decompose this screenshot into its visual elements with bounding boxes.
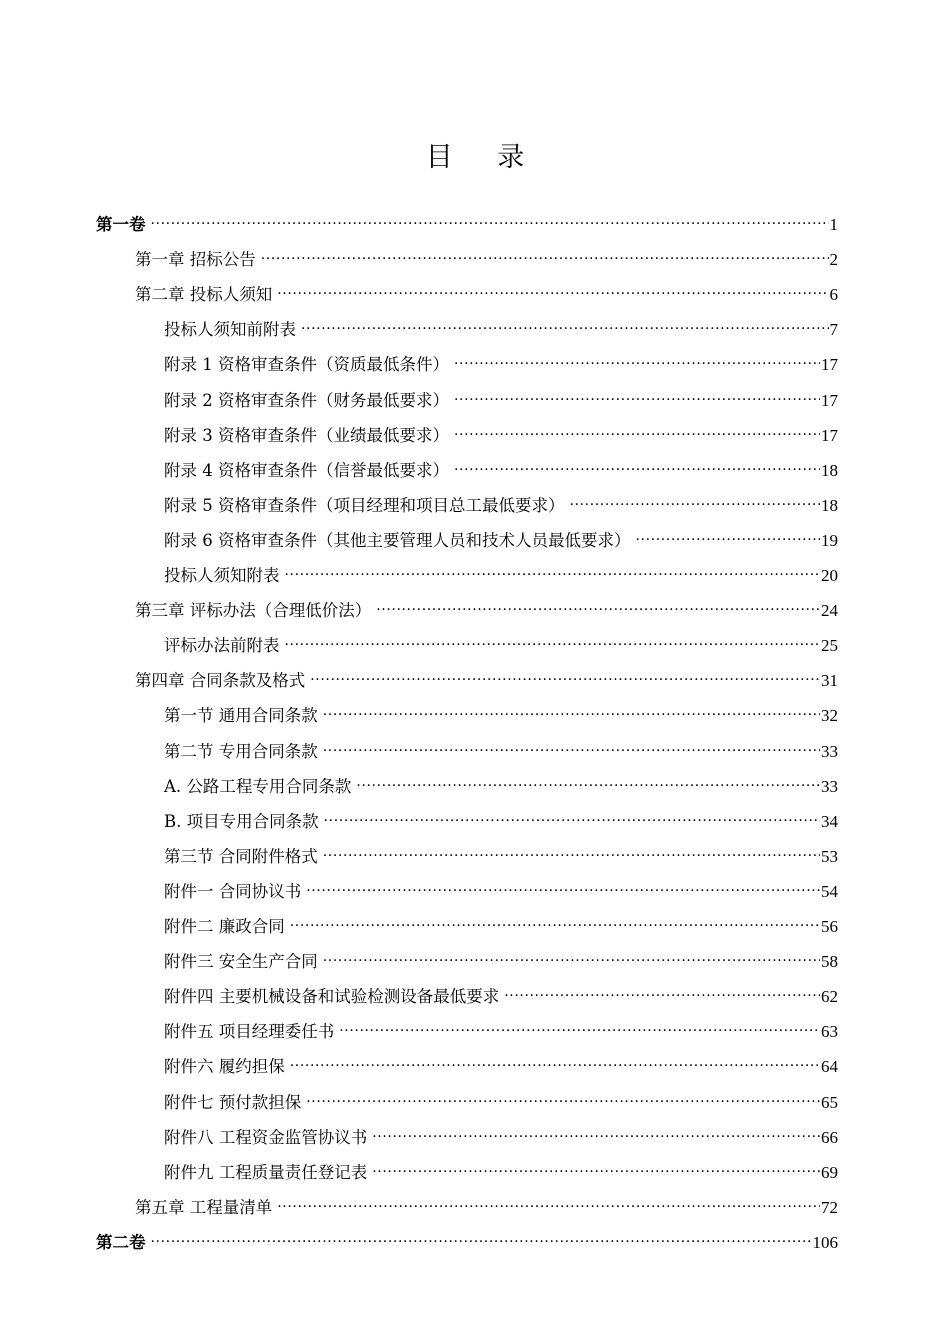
toc-entry-title: 第二节 专用合同条款 (164, 741, 318, 761)
dot-leader (285, 558, 821, 593)
toc-entry-page-number: 17 (821, 355, 838, 375)
dot-leader (372, 1120, 820, 1155)
toc-entry[interactable] (164, 769, 838, 804)
toc-entry-page-number: 69 (821, 1162, 838, 1182)
toc-entry[interactable] (164, 804, 838, 839)
toc-entry[interactable] (96, 207, 838, 242)
toc-entry[interactable] (164, 1014, 838, 1049)
dot-leader (306, 1085, 820, 1120)
toc-entry-title: 第五章 工程量清单 (135, 1197, 273, 1217)
toc-entry-title: 附录 6 资格审查条件（其他主要管理人员和技术人员最低要求） (164, 530, 631, 550)
toc-entry[interactable] (164, 874, 838, 909)
dot-leader (151, 207, 829, 242)
dot-leader (277, 277, 828, 312)
dot-leader (376, 593, 820, 628)
toc-entry-page-number: 17 (821, 390, 838, 410)
toc-entry[interactable] (164, 418, 838, 453)
toc-entry-title: 附件九 工程质量责任登记表 (164, 1162, 368, 1182)
toc-entry-page-number: 17 (821, 425, 838, 445)
dot-leader (151, 1225, 812, 1260)
toc-entry-title: 附件七 预付款担保 (164, 1092, 302, 1112)
toc-entry[interactable] (164, 312, 838, 347)
toc-entry-title: 附录 3 资格审查条件（业绩最低要求） (164, 425, 449, 445)
toc-entry[interactable] (164, 488, 838, 523)
dot-leader (261, 242, 829, 277)
toc-entry[interactable] (135, 242, 838, 277)
toc-entry-title: 附件四 主要机械设备和试验检测设备最低要求 (164, 987, 500, 1007)
toc-entry-page-number: 19 (821, 530, 838, 550)
toc-entry-title: 第三章 评标办法（合理低价法） (135, 601, 372, 621)
toc-entry[interactable] (164, 698, 838, 733)
toc-entry-title: 附录 4 资格审查条件（信誉最低要求） (164, 460, 449, 480)
toc-entry[interactable] (164, 453, 838, 488)
toc-entry[interactable] (164, 347, 838, 382)
toc-entry-title: 附件八 工程资金监管协议书 (164, 1127, 368, 1147)
dot-leader (339, 1014, 820, 1049)
toc-entry-page-number: 34 (821, 811, 838, 831)
toc-entry-title: 投标人须知前附表 (164, 320, 296, 340)
toc-entry[interactable] (164, 1155, 838, 1190)
toc-entry[interactable] (164, 558, 838, 593)
toc-entry-page-number: 24 (821, 601, 838, 621)
toc-entry-page-number: 62 (821, 987, 838, 1007)
toc-entry[interactable] (135, 663, 838, 698)
dot-leader (570, 488, 821, 523)
toc-entry-page-number: 1 (829, 215, 838, 234)
dot-leader (277, 1190, 820, 1225)
toc-entry-page-number: 56 (821, 917, 838, 936)
toc-entry[interactable] (164, 979, 838, 1014)
dot-leader (356, 769, 820, 804)
toc-entry-page-number: 7 (829, 320, 838, 340)
toc-entry[interactable] (164, 628, 838, 663)
toc-entry-title: 第一卷 (96, 215, 146, 234)
toc-entry-title: 附录 2 资格审查条件（财务最低要求） (164, 390, 449, 410)
toc-entry[interactable] (164, 909, 838, 944)
dot-leader (504, 979, 820, 1014)
toc-entry-page-number: 6 (829, 285, 838, 305)
toc-entry-title: 第三节 合同附件格式 (164, 846, 318, 866)
dot-leader (290, 1049, 820, 1084)
toc-entry-page-number: 18 (821, 495, 838, 515)
dot-leader (290, 909, 820, 944)
toc-entry-page-number: 63 (821, 1022, 838, 1042)
toc-entry[interactable] (164, 839, 838, 874)
toc-entry-title: 第四章 合同条款及格式 (135, 671, 306, 691)
toc-entry-page-number: 2 (829, 250, 838, 270)
dot-leader (306, 874, 820, 909)
toc-entry-title: 附件六 履约担保 (164, 1057, 285, 1077)
toc-entry-title: A. 公路工程专用合同条款 (164, 776, 352, 796)
dot-leader (454, 347, 820, 382)
toc-entry-title: 附件二 廉政合同 (164, 917, 285, 936)
toc-entry-page-number: 33 (821, 741, 838, 761)
toc-entry-page-number: 31 (821, 671, 838, 691)
toc-entry[interactable] (164, 734, 838, 769)
toc-entry-title: 附件一 合同协议书 (164, 881, 302, 901)
toc-entry-page-number: 20 (821, 566, 838, 585)
toc-entry-title: 附录 1 资格审查条件（资质最低条件） (164, 355, 449, 375)
toc-entry-page-number: 65 (821, 1092, 838, 1112)
toc-entry[interactable] (96, 1225, 838, 1260)
toc-entry[interactable] (135, 277, 838, 312)
toc-entry-title: 第一章 招标公告 (135, 250, 256, 270)
dot-leader (310, 663, 820, 698)
toc-entry[interactable] (135, 1190, 838, 1225)
dot-leader (372, 1155, 820, 1190)
toc-entry[interactable] (164, 383, 838, 418)
toc-entry[interactable] (164, 523, 838, 558)
toc-entry-title: 投标人须知附表 (164, 566, 280, 585)
toc-entry-page-number: 32 (821, 706, 838, 726)
toc-entry-title: 第一节 通用合同条款 (164, 706, 318, 726)
toc-entry-page-number: 33 (821, 776, 838, 796)
toc-entry-title: 第二章 投标人须知 (135, 285, 273, 305)
dot-leader (324, 804, 820, 839)
toc-entry[interactable] (135, 593, 838, 628)
toc-entry-page-number: 66 (821, 1127, 838, 1147)
dot-leader (454, 418, 820, 453)
dot-leader (285, 628, 821, 663)
toc-entry-title: 评标办法前附表 (164, 636, 280, 656)
dot-leader (323, 839, 820, 874)
dot-leader (454, 453, 820, 488)
toc-entry[interactable] (164, 1120, 838, 1155)
toc-entry-page-number: 53 (821, 846, 838, 866)
toc-entry-page-number: 58 (821, 952, 838, 972)
dot-leader (454, 383, 820, 418)
toc-entry-title: B. 项目专用合同条款 (164, 811, 319, 831)
dot-leader (636, 523, 821, 558)
toc-entry-title: 附录 5 资格审查条件（项目经理和项目总工最低要求） (164, 495, 565, 515)
toc-entry[interactable] (164, 1085, 838, 1120)
dot-leader (323, 944, 820, 979)
toc-entry-page-number: 72 (821, 1197, 838, 1217)
toc-entry[interactable] (164, 944, 838, 979)
dot-leader (301, 312, 829, 347)
toc-entry-page-number: 106 (812, 1232, 838, 1252)
toc-entry[interactable] (164, 1049, 838, 1084)
page-title: 目 录 (425, 142, 543, 173)
dot-leader (323, 734, 820, 769)
toc-entry-title: 附件五 项目经理委任书 (164, 1022, 335, 1042)
toc-entry-title: 附件三 安全生产合同 (164, 952, 318, 972)
toc-entry-page-number: 18 (821, 460, 838, 480)
dot-leader (323, 698, 820, 733)
toc-entry-page-number: 25 (821, 636, 838, 656)
toc-entry-title: 第二卷 (96, 1232, 146, 1252)
toc-entry-page-number: 54 (821, 881, 838, 901)
toc-entry-page-number: 64 (821, 1057, 838, 1077)
